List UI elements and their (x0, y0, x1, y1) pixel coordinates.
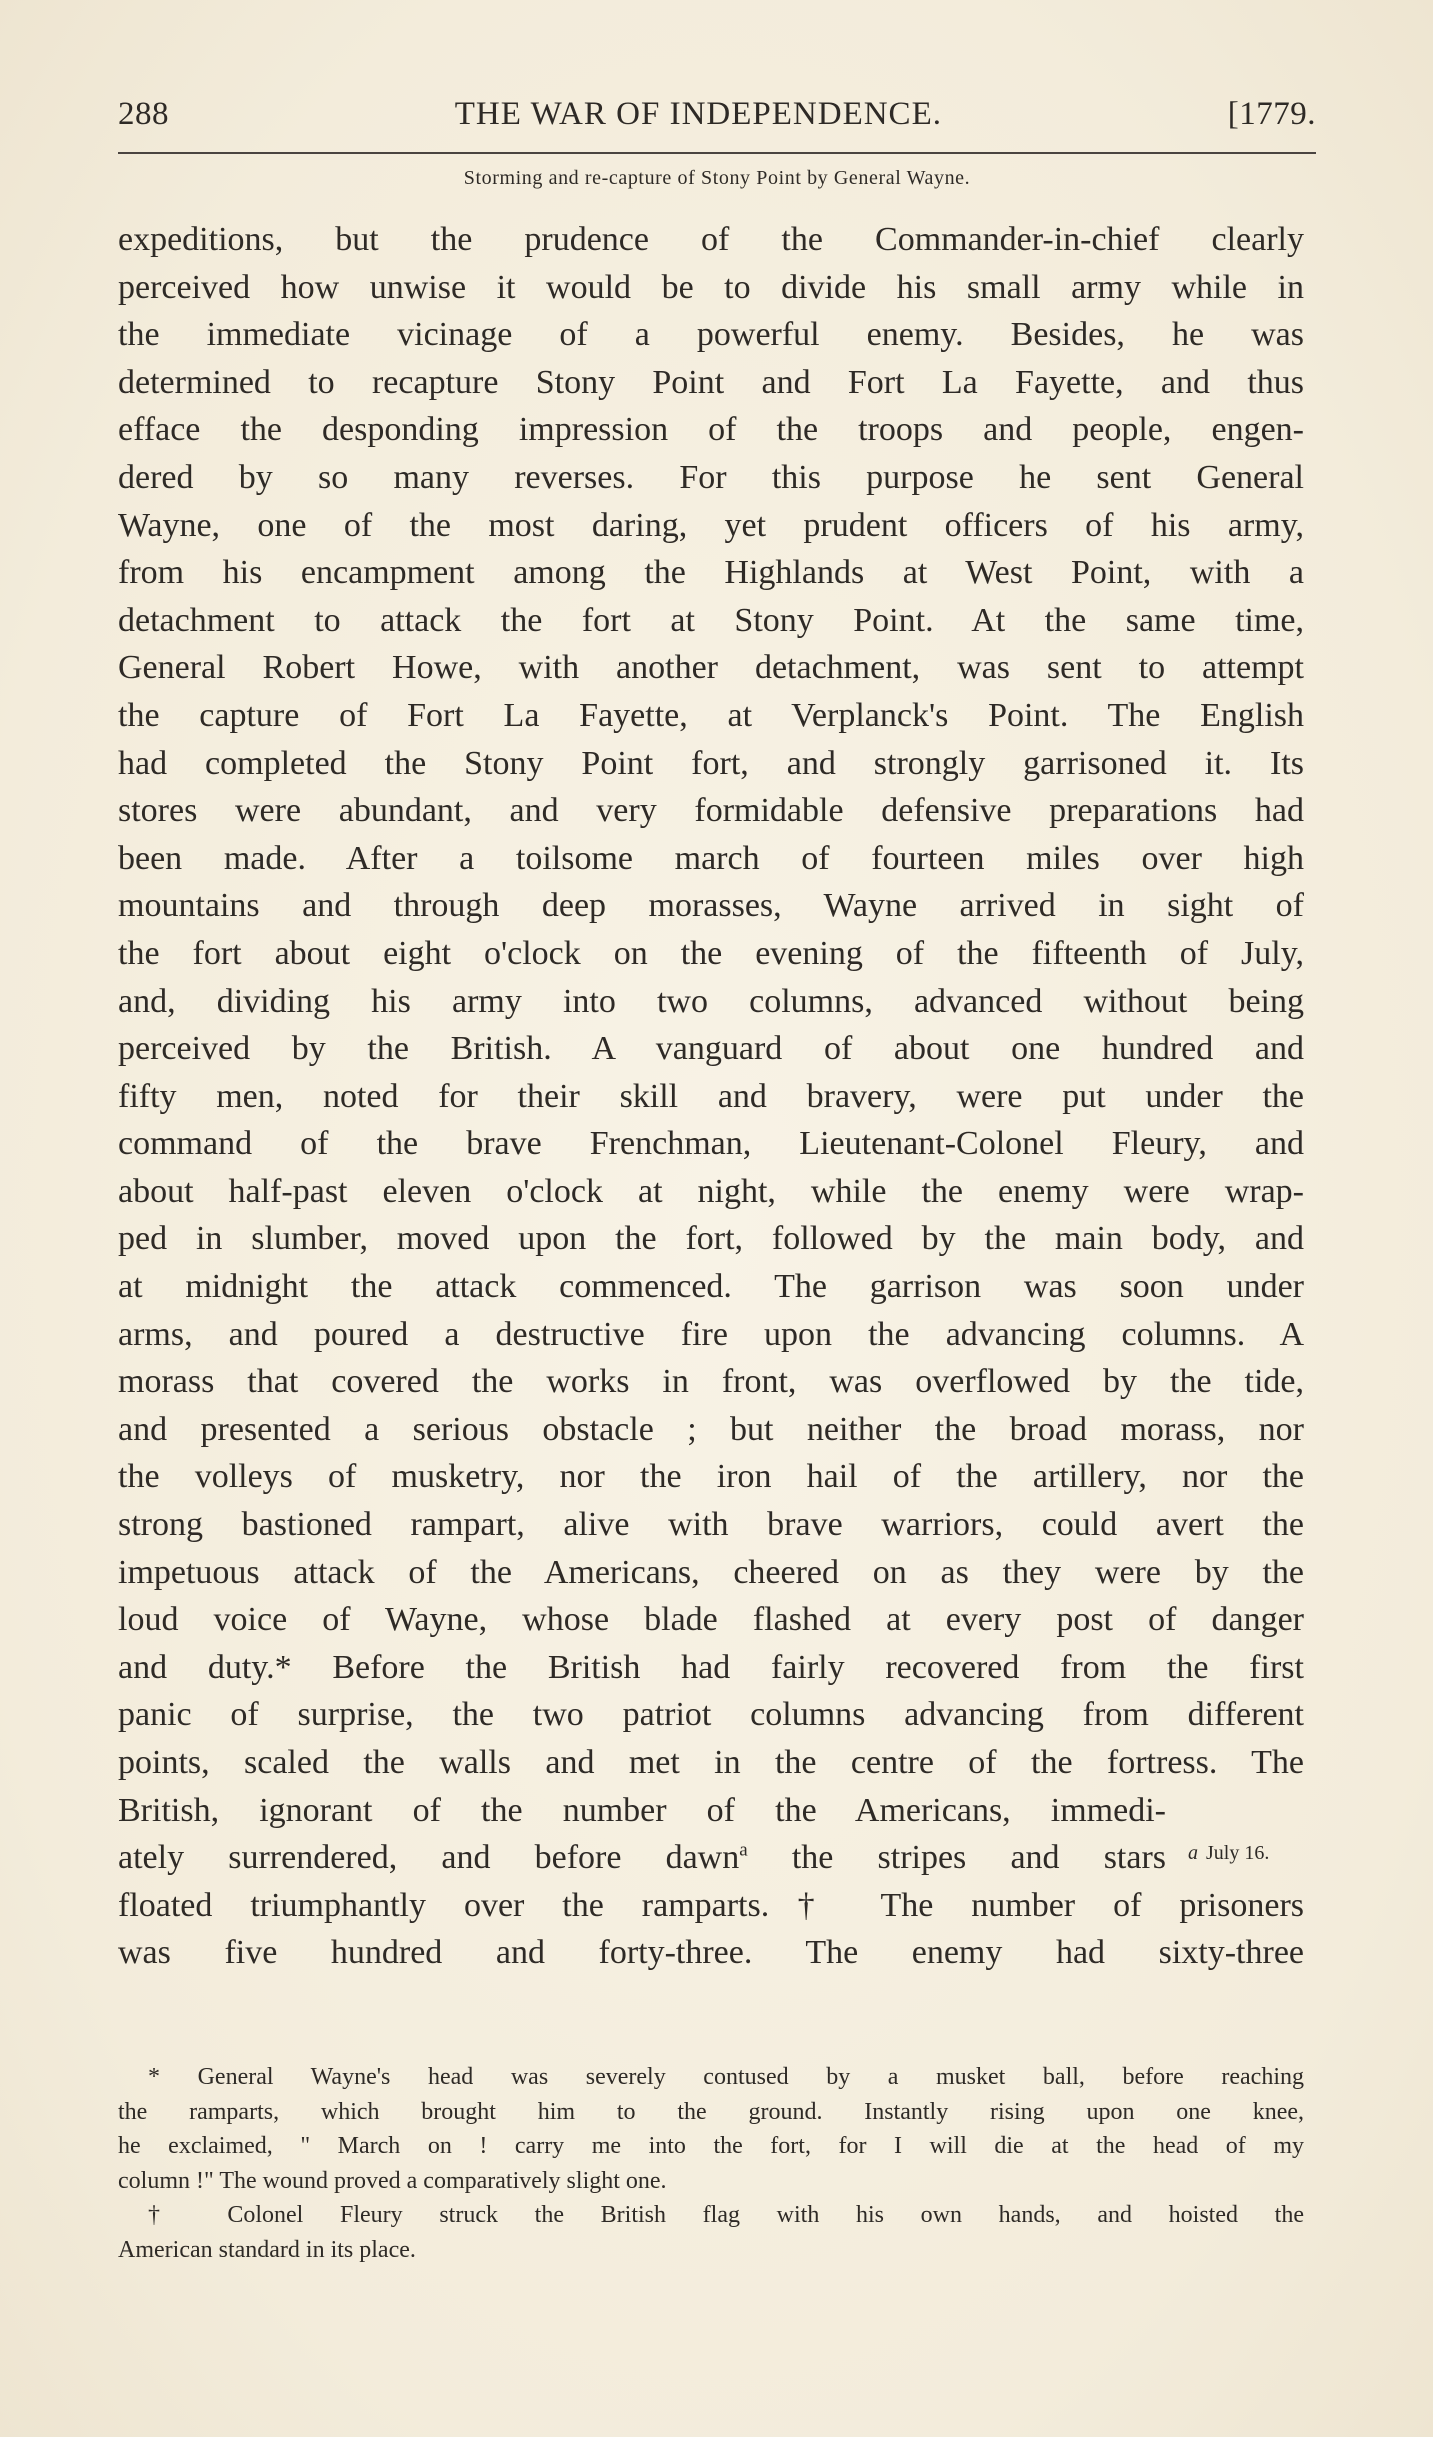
footnote-line: the ramparts, which brought him to the ground. Instantly rising upon one knee, (118, 2098, 1304, 2125)
text-line: efface the desponding impression of the troops and people, engen- (118, 411, 1304, 449)
text-line: the immediate vicinage of a powerful enemy. Besides, he was (118, 316, 1304, 354)
text-line: detachment to attack the fort at Stony Point. At the same time, (118, 601, 1304, 639)
text-line: the fort about eight o'clock on the evening of the fifteenth of July, (118, 934, 1304, 972)
text-segment: ately surrendered, and before dawn (118, 1839, 740, 1877)
text-line: ped in slumber, moved upon the fort, followed by the main body, and (118, 1220, 1304, 1258)
text-line: strong bastioned rampart, alive with brave warriors, could avert the (118, 1506, 1304, 1544)
text-line: command of the brave Frenchman, Lieutenant-Colonel Fleury, and (118, 1125, 1304, 1163)
running-title: THE WAR OF INDEPENDENCE. (454, 96, 942, 132)
text-line: at midnight the attack commenced. The garrison was soon under (118, 1268, 1304, 1306)
page-number: 288 (118, 96, 169, 132)
text-line: dered by so many reverses. For this purpose he sent General (118, 458, 1304, 496)
text-line: perceived by the British. A vanguard of about one hundred and (118, 1030, 1304, 1068)
text-line: and, dividing his army into two columns, advanced without being (118, 982, 1304, 1020)
footnote-line: † Colonel Fleury struck the British flag with his own hands, and hoisted the (148, 2202, 1304, 2229)
text-line: been made. After a toilsome march of fourteen miles over high (118, 839, 1304, 877)
text-line: Wayne, one of the most daring, yet prudent officers of his army, (118, 506, 1304, 544)
text-segment: the stripes and stars (791, 1839, 1167, 1877)
text-line: points, scaled the walls and met in the centre of the fortress. The (118, 1744, 1304, 1781)
text-line: morass that covered the works in front, was overflowed by the tide, (118, 1363, 1304, 1401)
text-line-with-note (118, 1834, 1166, 1882)
text-line: the volleys of musketry, nor the iron hail of the artillery, nor the (118, 1458, 1304, 1496)
text-line: loud voice of Wayne, whose blade flashed at every post of danger (118, 1601, 1304, 1639)
text-line: expeditions, but the prudence of the Commander-in-chief clearly (118, 221, 1304, 258)
text-line: fifty men, noted for their skill and bravery, were put under the (118, 1077, 1304, 1115)
text-line: perceived how unwise it would be to divide his small army while in (118, 268, 1304, 306)
text-line: General Robert Howe, with another detachment, was sent to attempt (118, 649, 1304, 687)
body-text (118, 216, 1304, 1977)
text-line: floated triumphantly over the ramparts.† The number of prisoners (118, 1886, 1304, 1924)
marginal-note-marker: a (739, 1839, 748, 1861)
footnote-line: American standard in its place. (118, 2236, 416, 2263)
text-line: determined to recapture Stony Point and Fort La Fayette, and thus (118, 363, 1304, 401)
footnote-line: column !" The wound proved a comparatively slight one. (118, 2167, 667, 2194)
text-line: the capture of Fort La Fayette, at Verplanck's Point. The English (118, 696, 1304, 734)
marginal-note-letter: a (1188, 1842, 1198, 1864)
header-year: [1779. (1227, 96, 1316, 132)
text-line: mountains and through deep morasses, Wayne arrived in sight of (118, 887, 1304, 925)
text-line: panic of surprise, the two patriot columns advancing from different (118, 1696, 1304, 1734)
footnote-line: * General Wayne's head was severely contused by a musket ball, before reaching (148, 2064, 1304, 2090)
text-line: arms, and poured a destructive fire upon the advancing columns. A (118, 1315, 1304, 1353)
text-line: from his encampment among the Highlands at West Point, with a (118, 554, 1304, 592)
text-line: and presented a serious obstacle ; but neither the broad morass, nor (118, 1410, 1304, 1448)
footnote-line: he exclaimed, " March on ! carry me into the fort, for I will die at the head of my (118, 2133, 1304, 2160)
marginal-note-text: July 16. (1206, 1842, 1270, 1864)
text-line: had completed the Stony Point fort, and strongly garrisoned it. Its (118, 744, 1304, 782)
marginal-date-note (1188, 1842, 1269, 1865)
text-line: British, ignorant of the number of the Americans, immedi- (118, 1791, 1166, 1829)
text-line: impetuous attack of the Americans, cheered on as they were by the (118, 1553, 1304, 1591)
text-line: was five hundred and forty-three. The enemy had sixty-three (118, 1934, 1304, 1972)
footnotes (118, 2060, 1304, 2268)
text-line: stores were abundant, and very formidable defensive preparations had (118, 792, 1304, 830)
page-header (118, 96, 1316, 146)
text-line: and duty.* Before the British had fairly recovered from the first (118, 1648, 1304, 1686)
text-line: about half-past eleven o'clock at night, while the enemy were wrap- (118, 1172, 1304, 1210)
section-subhead: Storming and re-capture of Stony Point by General Wayne. (118, 152, 1316, 190)
